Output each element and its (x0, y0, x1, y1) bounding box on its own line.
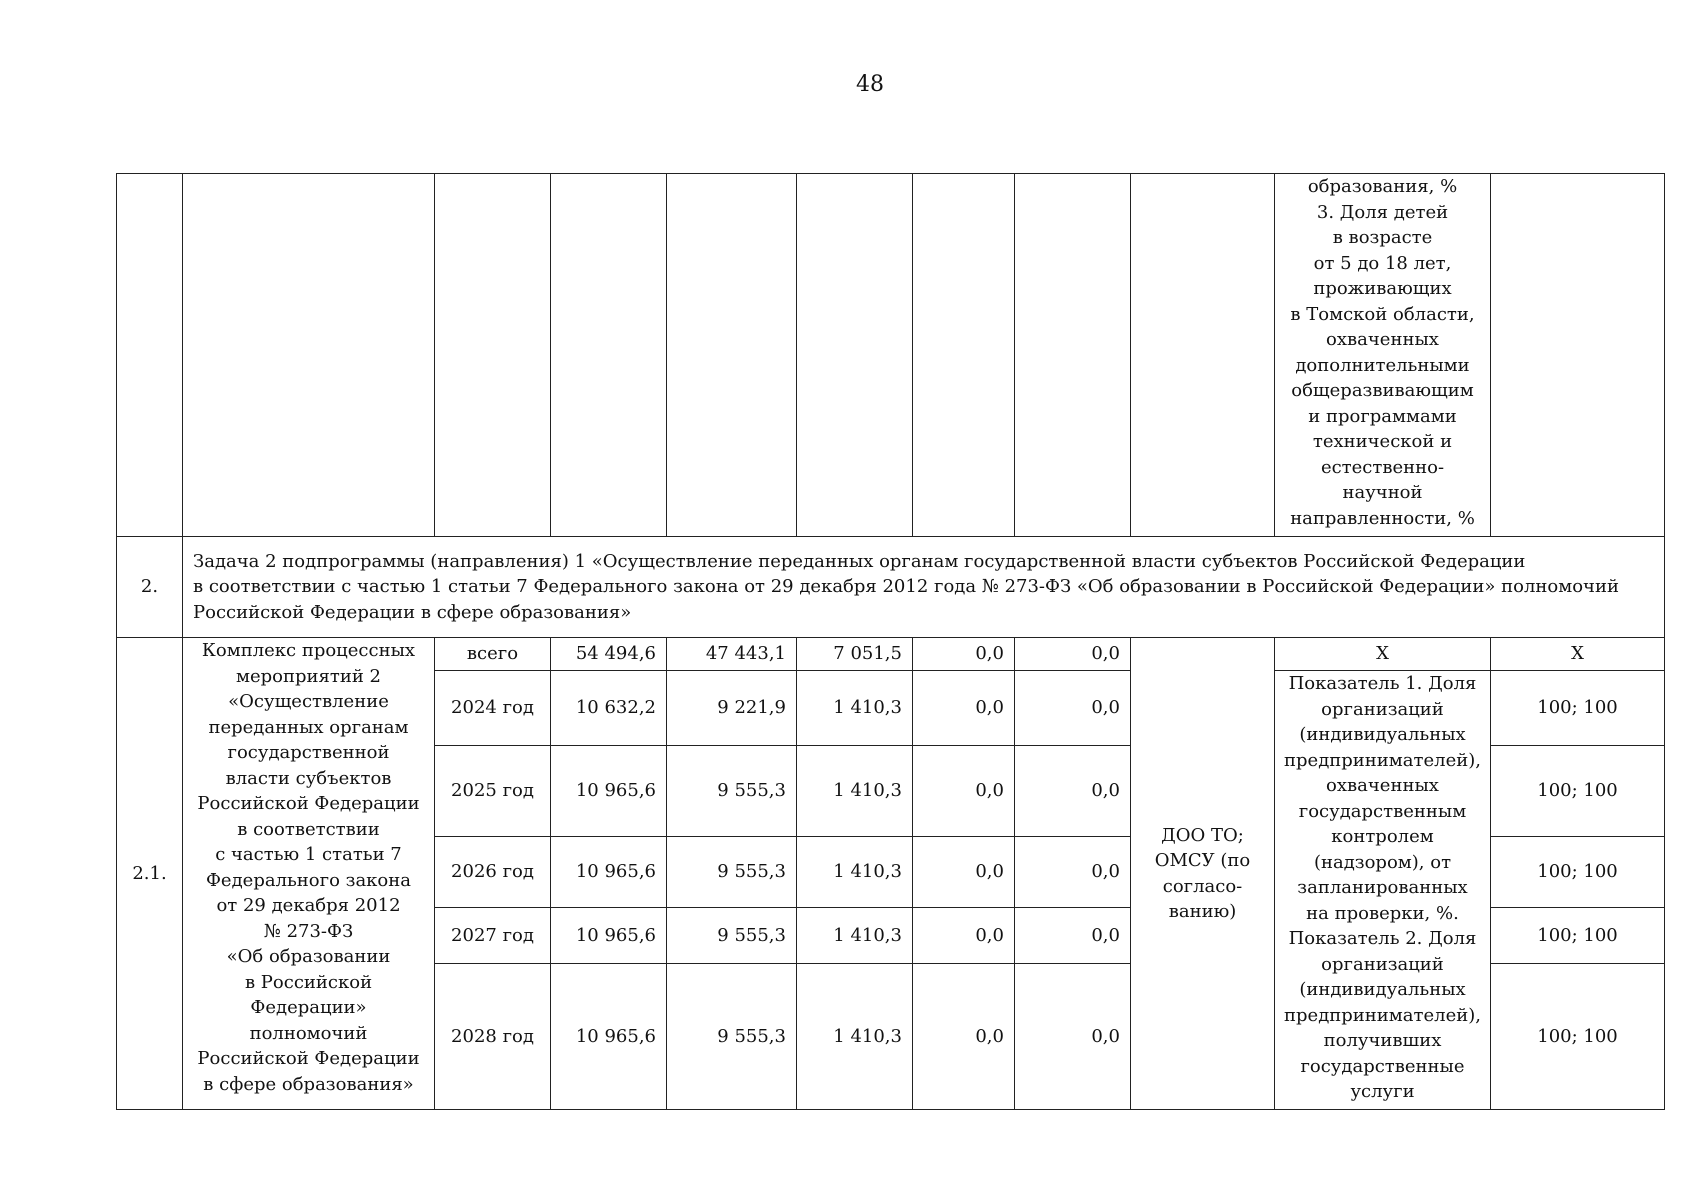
regional-cell: 1 410,3 (797, 746, 913, 837)
regional-cell: 1 410,3 (797, 964, 913, 1110)
other-cell: 0,0 (1015, 964, 1131, 1110)
federal-cell: 47 443,1 (667, 638, 797, 671)
values-cell: Х (1491, 638, 1665, 671)
indicator-total-cell: Х (1275, 638, 1491, 671)
item-number: 2.1. (117, 638, 183, 1110)
local-cell: 0,0 (913, 746, 1015, 837)
period-cell: 2026 год (435, 837, 551, 908)
cont-indicator-cell: образования, % 3. Доля детей в возрасте от 5 до 18 лет, проживающих в Томской области, охваченных дополнительными общеразвивающим и программами технической и естественно- научной направленности, % (1275, 174, 1491, 537)
total-cell: 10 965,6 (551, 908, 667, 964)
federal-cell: 9 555,3 (667, 964, 797, 1110)
federal-cell: 9 221,9 (667, 671, 797, 746)
other-cell: 0,0 (1015, 638, 1131, 671)
continuation-row (117, 174, 1665, 537)
period-cell: 2027 год (435, 908, 551, 964)
other-cell: 0,0 (1015, 908, 1131, 964)
period-cell: 2025 год (435, 746, 551, 837)
total-cell: 54 494,6 (551, 638, 667, 671)
values-cell: 100; 100 (1491, 908, 1665, 964)
total-cell: 10 965,6 (551, 746, 667, 837)
total-cell: 10 965,6 (551, 837, 667, 908)
local-cell: 0,0 (913, 964, 1015, 1110)
other-cell: 0,0 (1015, 746, 1131, 837)
federal-cell: 9 555,3 (667, 837, 797, 908)
local-cell: 0,0 (913, 671, 1015, 746)
cont-number-cell (117, 174, 183, 537)
other-cell: 0,0 (1015, 671, 1131, 746)
values-cell: 100; 100 (1491, 837, 1665, 908)
item-name: Комплекс процессных мероприятий 2 «Осуществление переданных органам государственной власти субъектов Российской Федерации в соответствии с частью 1 статьи 7 Федерального закона от 29 декабря 2012 № 273-ФЗ «Об образовании в Российской Федерации» полномочий Российской Федерации в сфере образования» (183, 638, 435, 1110)
regional-cell: 1 410,3 (797, 908, 913, 964)
indicators-cell: Показатель 1. Доля организаций (индивидуальных предпринимателей), охваченных государственным контролем (надзором), от запланированных на проверки, %. Показатель 2. Доля организаций (индивидуальных предпринимателей), получивших государственные услуги (1275, 671, 1491, 1110)
values-cell: 100; 100 (1491, 964, 1665, 1110)
regional-cell: 7 051,5 (797, 638, 913, 671)
cont-local-cell (913, 174, 1015, 537)
cont-total-cell (551, 174, 667, 537)
values-cell: 100; 100 (1491, 671, 1665, 746)
federal-cell: 9 555,3 (667, 908, 797, 964)
local-cell: 0,0 (913, 837, 1015, 908)
table-row (117, 638, 1665, 671)
total-cell: 10 965,6 (551, 964, 667, 1110)
cont-executor-cell (1131, 174, 1275, 537)
cont-other-cell (1015, 174, 1131, 537)
program-table (116, 173, 1665, 1110)
cont-period-cell (435, 174, 551, 537)
cont-regional-cell (797, 174, 913, 537)
cont-name-cell (183, 174, 435, 537)
period-cell: 2028 год (435, 964, 551, 1110)
regional-cell: 1 410,3 (797, 837, 913, 908)
other-cell: 0,0 (1015, 837, 1131, 908)
regional-cell: 1 410,3 (797, 671, 913, 746)
cont-federal-cell (667, 174, 797, 537)
federal-cell: 9 555,3 (667, 746, 797, 837)
values-cell: 100; 100 (1491, 746, 1665, 837)
local-cell: 0,0 (913, 638, 1015, 671)
task-text: Задача 2 подпрограммы (направления) 1 «Осуществление переданных органам государственной власти субъектов Российской Федерации в соответствии с частью 1 статьи 7 Федерального закона от 29 декабря 2012 года № 273-ФЗ «Об образовании в Российской Федерации» полномочий Российской Федерации в сфере образования» (183, 537, 1665, 638)
executor-cell: ДОО ТО; ОМСУ (по согласо- ванию) (1131, 638, 1275, 1110)
cont-values-cell (1491, 174, 1665, 537)
local-cell: 0,0 (913, 908, 1015, 964)
task-row (117, 537, 1665, 638)
total-cell: 10 632,2 (551, 671, 667, 746)
page-number: 48 (856, 72, 884, 97)
period-cell: 2024 год (435, 671, 551, 746)
task-number: 2. (117, 537, 183, 638)
period-cell: всего (435, 638, 551, 671)
